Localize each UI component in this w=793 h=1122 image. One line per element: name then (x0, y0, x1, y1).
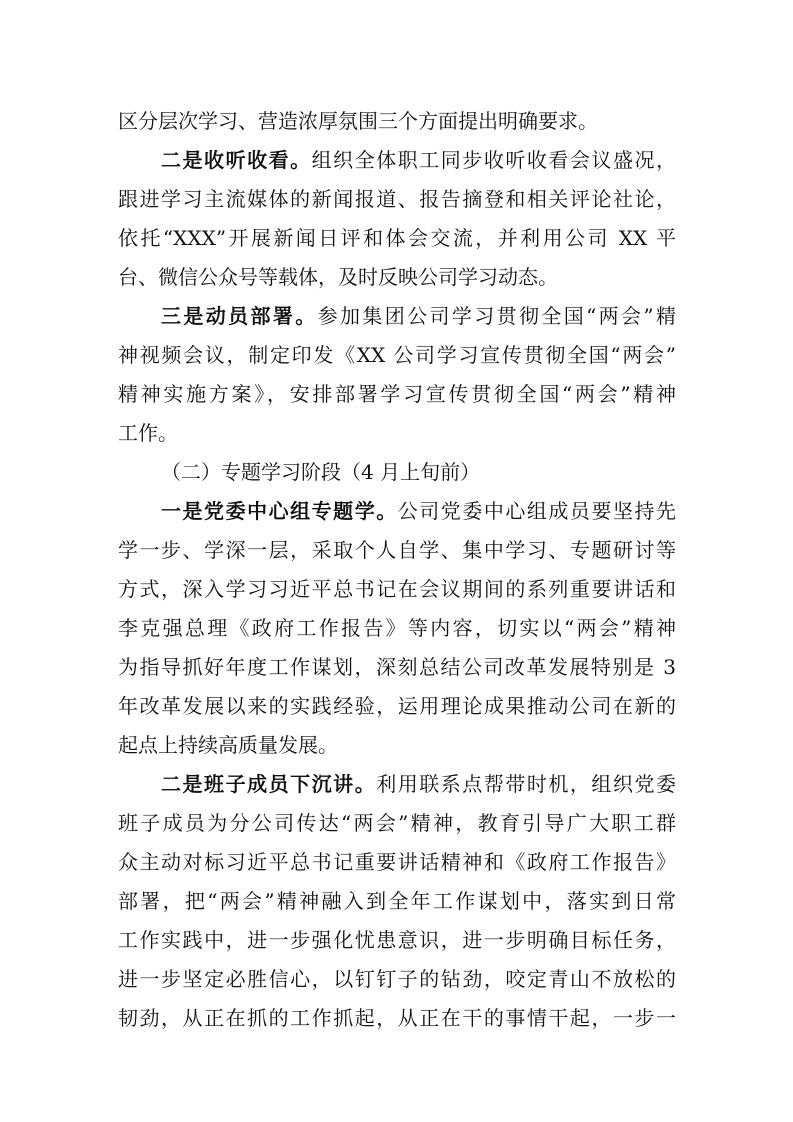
paragraph (118, 453, 676, 492)
text-line (118, 609, 676, 648)
line-text: 众主动对标习近平总书记重要讲话精神和《政府工作报告》 (118, 850, 676, 874)
text-line (118, 843, 676, 882)
paragraph (118, 765, 676, 1038)
text-line (118, 921, 676, 960)
bold-lead: 二是班子成员下沉讲。 (161, 772, 377, 796)
line-text: 年改革发展以来的实践经验，运用理论成果推动公司在新的 (118, 694, 676, 718)
text-line (118, 726, 676, 765)
bold-lead: 三是动员部署。 (161, 304, 318, 328)
text-line (118, 570, 676, 609)
line-text: 神视频会议，制定印发《XX 公司学习宣传贯彻全国“两会” (118, 343, 676, 367)
line-text: 工作实践中，进一步强化忧患意识，进一步明确目标任务， (118, 928, 676, 952)
paragraph (118, 102, 676, 141)
text-line (118, 687, 676, 726)
text-line (118, 531, 676, 570)
section-heading (118, 453, 676, 492)
text-line (118, 882, 676, 921)
line-text: 学一步、学深一层，采取个人自学、集中学习、专题研讨等 (118, 538, 676, 562)
text-line (118, 804, 676, 843)
line-text: 工作。 (118, 421, 178, 445)
text-line (118, 765, 676, 804)
text-line (118, 297, 676, 336)
text-line (118, 258, 676, 297)
bold-lead: 二是收听收看。 (161, 148, 312, 172)
line-text: 跟进学习主流媒体的新闻报道、报告摘登和相关评论社论， (118, 187, 676, 211)
paragraph (118, 141, 676, 297)
text-line (118, 492, 676, 531)
bold-lead: 一是党委中心组专题学。 (161, 499, 398, 523)
text-line (118, 375, 676, 414)
text-line (118, 141, 676, 180)
line-text: 公司党委中心组成员要坚持先 (397, 499, 677, 523)
line-text: 利用联系点帮带时机，组织党委 (376, 772, 677, 796)
line-text: 方式，深入学习习近平总书记在会议期间的系列重要讲话和 (118, 577, 676, 601)
line-text: 精神实施方案》，安排部署学习宣传贯彻全国“两会”精神 (118, 382, 676, 406)
text-line (118, 414, 676, 453)
text-line (118, 219, 676, 258)
paragraph (118, 492, 676, 765)
text-line (118, 999, 676, 1038)
line-text: 依托“XXX”开展新闻日评和体会交流，并利用公司 XX 平 (118, 226, 676, 250)
text-line (118, 648, 676, 687)
line-text: 组织全体职工同步收听收看会议盛况， (311, 148, 677, 172)
text-line (118, 960, 676, 999)
text-line (118, 180, 676, 219)
line-text: 参加集团公司学习贯彻全国“两会”精 (317, 304, 677, 328)
line-text: （二）专题学习阶段（4 月上旬前） (161, 460, 481, 484)
line-text: 区分层次学习、营造浓厚氛围三个方面提出明确要求。 (118, 109, 598, 133)
document-page (118, 102, 676, 1038)
line-text: 部署，把“两会”精神融入到全年工作谋划中，落实到日常 (118, 889, 676, 913)
line-text: 韧劲，从正在抓的工作抓起，从正在干的事情干起，一步一 (118, 1006, 676, 1030)
line-text: 进一步坚定必胜信心，以钉钉子的钻劲，咬定青山不放松的 (118, 967, 676, 991)
line-text: 李克强总理《政府工作报告》等内容，切实以“两会”精神 (118, 616, 676, 640)
text-line (118, 102, 676, 141)
text-line (118, 336, 676, 375)
line-text: 班子成员为分公司传达“两会”精神，教育引导广大职工群 (118, 811, 676, 835)
line-text: 为指导抓好年度工作谋划，深刻总结公司改革发展特别是 3 (118, 655, 676, 679)
line-text: 台、微信公众号等载体，及时反映公司学习动态。 (118, 265, 558, 289)
line-text: 起点上持续高质量发展。 (118, 733, 338, 757)
paragraph (118, 297, 676, 453)
